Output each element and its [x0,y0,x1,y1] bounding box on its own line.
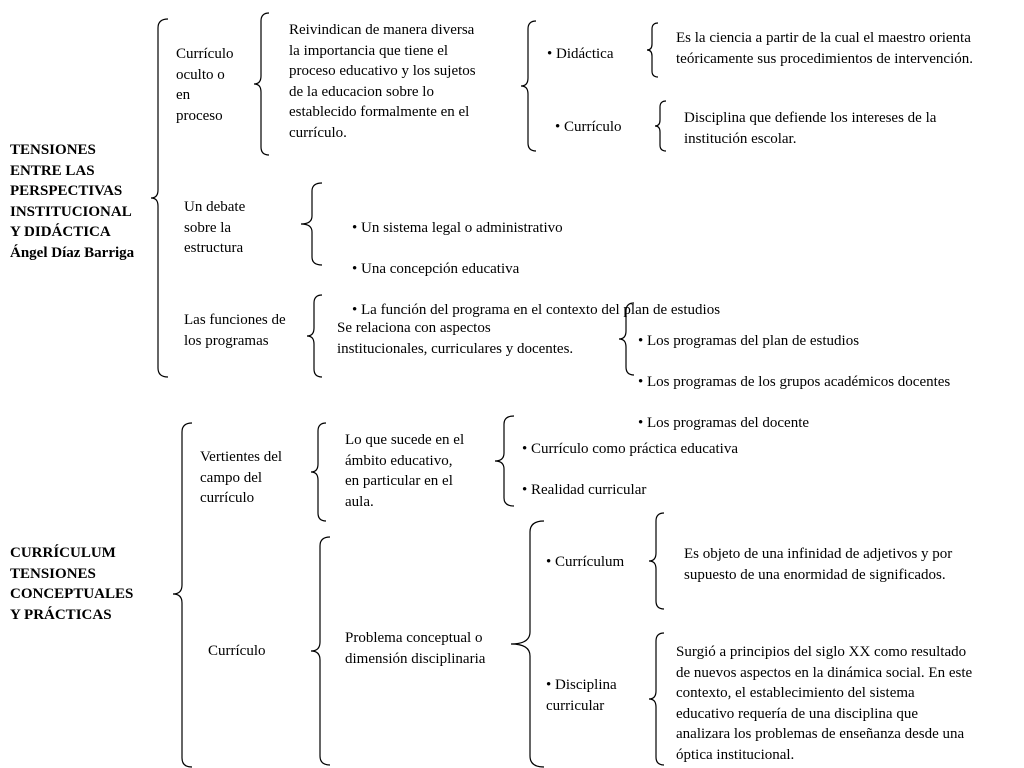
didactica-label: Didáctica [556,46,614,62]
debate-item: • La función del programa en el contexto del plan de estudios [352,300,720,321]
funciones-item: • Los programas del plan de estudios [638,331,950,352]
node-curriculo-desc: Problema conceptual o dimensión disciplinaria [345,630,486,667]
node-curriculo-sub-desc: Disciplina que defiende los intereses de la institución escolar. [684,110,937,147]
brace-oculto-sub [520,20,538,152]
vertientes-item: • Currículo como práctica educativa [522,441,739,457]
brace-debate [300,182,324,266]
brace-curriculo-sub [510,520,546,768]
node-curriculum-desc: Es objeto de una infinidad de adjetivos y por supuesto de una enormidad de significados. [684,546,953,583]
funciones-list [638,310,950,454]
node-funciones-desc: Se relaciona con aspectos institucionales, curriculares y docentes. [337,320,574,357]
map-author: Ángel Díaz Barriga [10,245,135,261]
node-didactica-desc: Es la ciencia a partir de la cual el maestro orienta teóricamente sus procedimientos de intervención. [676,30,973,67]
brace-funciones [306,294,324,378]
debate-item: • Un sistema legal o administrativo [352,218,720,239]
node-vertientes: Vertientes del campo del currículo [200,449,283,506]
vertientes-item: • Realidad curricular [522,482,647,498]
brace-vertientes-list [494,415,516,507]
funciones-item: • Los programas del docente [638,413,950,434]
map-title: TENSIONES ENTRE LAS PERSPECTIVAS INSTITUCIONAL Y DIDÁCTICA [10,142,132,240]
node-disciplina: • Disciplina curricular [546,677,617,714]
vertientes-item-text: Currículo como práctica educativa [531,441,739,457]
brace-curriculo-sub [654,100,668,152]
map-title: CURRÍCULUM TENSIONES CONCEPTUALES Y PRÁCTICAS [10,545,134,623]
node-disciplina-desc: Surgió a principios del siglo XX como resultado de nuevos aspectos en la dinámica social. En este contexto, el establecimiento del sistema educativo requería de una disciplina que analizara los problemas de enseñanza desde una óptica institucional. [676,644,973,763]
node-curriculum: • Currículum [546,554,625,570]
node-funciones: Las funciones de los programas [184,312,286,349]
node-debate: Un debate sobre la estructura [184,199,246,256]
brace-funciones-list [618,302,636,376]
curriculum-label: Currículum [555,554,625,570]
brace-oculto [253,12,271,156]
node-vertientes-desc: Lo que sucede en el ámbito educativo, en particular en el aula. [345,432,465,510]
curriculo-sub-label: Currículo [564,119,622,135]
main-brace [150,18,170,378]
brace-didactica [646,22,660,78]
node-curriculo-sub: • Currículo [555,119,622,135]
node-curriculo: Currículo [208,643,266,659]
disciplina-label: Disciplina curricular [546,677,617,714]
node-curriculo-oculto: Currículo oculto o en proceso [176,46,234,124]
node-didactica: • Didáctica [547,46,614,62]
brace-vertientes [310,422,328,522]
vertientes-item-text: Realidad curricular [531,482,647,498]
node-oculto-desc: Reivindican de manera diversa la importancia que tiene el proceso educativo y los sujetos de la educacion sobre lo establecido formalmente en el currículo. [289,22,476,141]
debate-item: • Una concepción educativa [352,259,720,280]
brace-curriculum [648,512,666,610]
funciones-item: • Los programas de los grupos académicos docentes [638,372,950,393]
main-brace [172,422,194,768]
brace-disciplina [648,632,666,766]
brace-curriculo [310,536,332,766]
